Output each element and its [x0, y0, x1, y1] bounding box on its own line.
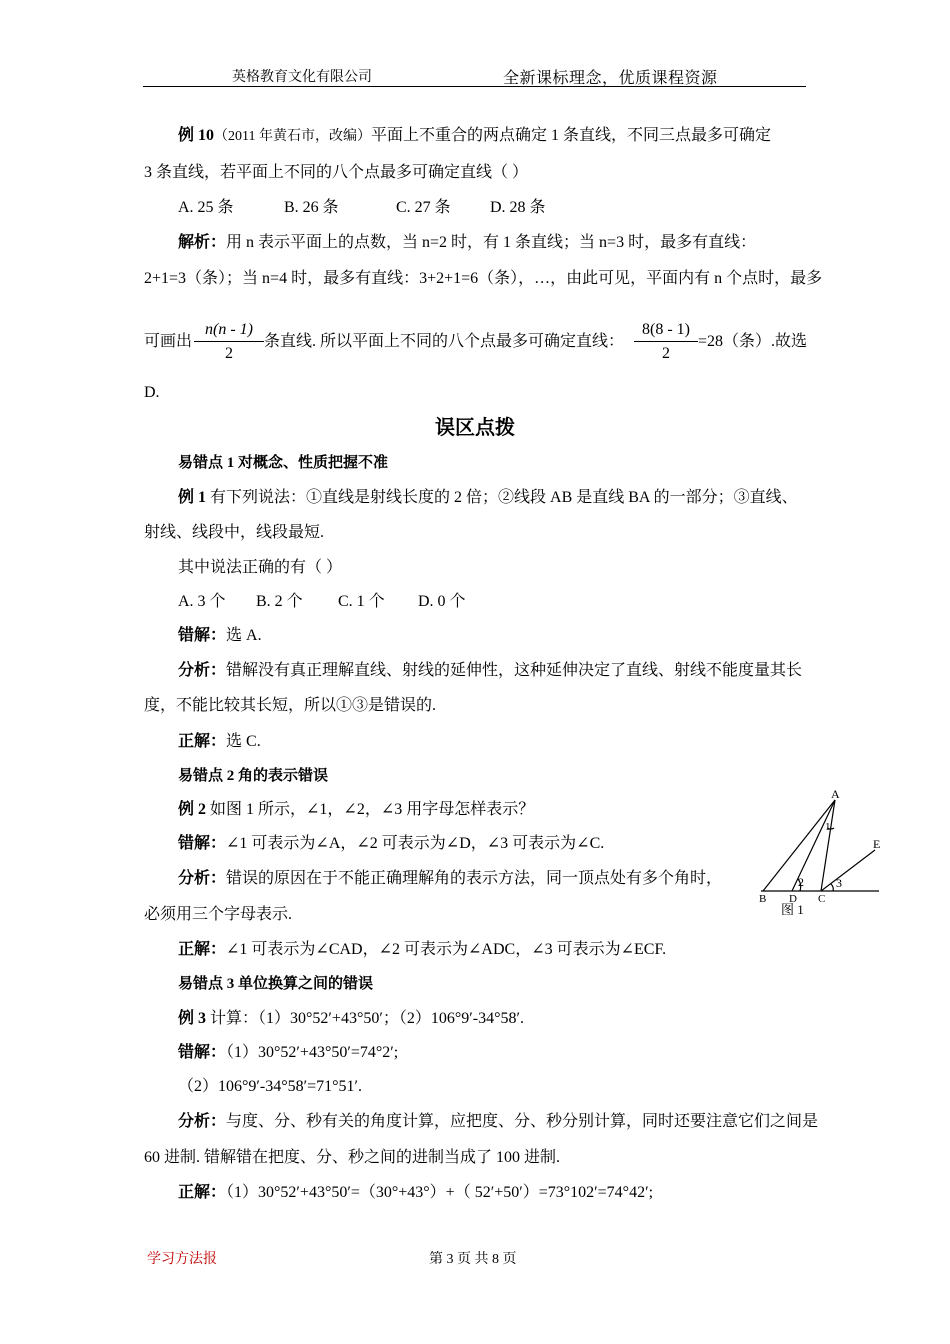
- error1-example-line1: [178, 488, 798, 508]
- label-d: D: [789, 893, 797, 905]
- error1-wrong: [178, 626, 262, 646]
- error2-heading-text: 易错点 2 角的表示错误: [178, 768, 329, 784]
- error1-heading-text: 易错点 1 对概念、性质把握不准: [178, 455, 389, 471]
- error2-example-label: 例 2: [178, 801, 207, 818]
- label-e: E: [873, 837, 881, 851]
- error3-heading: [178, 974, 373, 994]
- fraction1-bar: [194, 341, 264, 342]
- error1-correct-label: 正解：: [178, 733, 227, 750]
- error2-analysis-line2: 必须用三个字母表示.: [144, 906, 293, 923]
- error2-correct-label: 正解：: [178, 941, 227, 958]
- error3-wrong: [178, 1043, 398, 1063]
- fraction1-numerator: n(n - 1): [205, 321, 253, 338]
- line-ce: [821, 850, 875, 891]
- error2-example: [178, 800, 534, 820]
- label-b: B: [759, 893, 767, 905]
- error1-analysis-label: 分析：: [178, 662, 227, 679]
- example10-option-a: A. 25 条: [178, 199, 234, 216]
- error2-analysis-line1: [178, 869, 722, 889]
- error1-example-text1: 有下列说法：①直线是射线长度的 2 倍；②线段 AB 是直线 BA 的一部分；③直线、: [206, 489, 798, 506]
- error3-analysis-line2: 60 进制. 错解错在把度、分、秒之间的进制当成了 100 进制.: [144, 1149, 561, 1166]
- error1-analysis-text1: 错解没有真正理解直线、射线的延伸性，这种延伸决定了直线、射线不能度量其长: [226, 662, 803, 679]
- fraction2-denominator: 2: [662, 345, 670, 362]
- error3-analysis-label: 分析：: [178, 1113, 227, 1130]
- error3-example-text: 计算：（1）30°52′+43°50′；（2）106°9′-34°58′.: [206, 1010, 524, 1027]
- example10-label: 例 10: [178, 127, 215, 144]
- error1-analysis-line1: [178, 661, 802, 681]
- error1-example-label: 例 1: [178, 489, 207, 506]
- header-divider: [143, 86, 806, 87]
- error2-wrong-label: 错解：: [178, 835, 227, 852]
- error1-option-b: B. 2 个: [256, 593, 303, 610]
- figure-caption: 图 1: [781, 902, 804, 917]
- error2-example-text: 如图 1 所示，∠1，∠2，∠3 用字母怎样表示？: [206, 801, 535, 818]
- error3-analysis-line1: [178, 1112, 818, 1132]
- fraction2-numerator: 8(8 - 1): [642, 321, 690, 338]
- error3-heading-text: 易错点 3 单位换算之间的错误: [178, 976, 374, 992]
- example10-analysis-line3c: =28（条）.故选: [698, 333, 808, 350]
- example10-analysis-line4: D.: [144, 384, 160, 401]
- fraction2-bar: [634, 341, 698, 342]
- example10-line1: [178, 126, 771, 147]
- angle-label-2: 2: [798, 875, 804, 889]
- error3-correct: [178, 1183, 653, 1203]
- error2-wrong-text: ∠1 可表示为∠A，∠2 可表示为∠D，∠3 可表示为∠C.: [226, 835, 605, 852]
- example10-analysis-line3b: 条直线. 所以平面上不同的八个点最多可确定直线：: [264, 333, 625, 350]
- error1-example-line2: 射线、线段中，线段最短.: [144, 524, 325, 541]
- error1-example-line3: 其中说法正确的有（ ）: [178, 559, 343, 576]
- fraction-8-times-7-over-2: [634, 320, 698, 364]
- error1-correct-text: 选 C.: [226, 733, 261, 750]
- fraction1-denominator: 2: [225, 345, 233, 362]
- label-c: C: [818, 893, 826, 905]
- error3-example-label: 例 3: [178, 1010, 207, 1027]
- error3-wrong-line2: （2）106°9′-34°58′=71°51′.: [178, 1078, 363, 1095]
- error1-analysis-line2: 度，不能比较其长短，所以①③是错误的.: [144, 697, 437, 714]
- error1-option-c: C. 1 个: [338, 593, 385, 610]
- error2-heading: [178, 766, 328, 786]
- error1-option-d: D. 0 个: [418, 593, 466, 610]
- example10-option-d: D. 28 条: [490, 199, 546, 216]
- error2-wrong: [178, 834, 604, 854]
- header-company: 英格教育文化有限公司: [232, 70, 372, 85]
- error3-analysis-text1: 与度、分、秒有关的角度计算，应把度、分、秒分别计算，同时还要注意它们之间是: [226, 1113, 819, 1130]
- example10-text1: 平面上不重合的两点确定 1 条直线，不同三点最多可确定: [371, 127, 772, 144]
- figure-1-angles: [755, 784, 885, 919]
- error2-analysis-text1: 错误的原因在于不能正确理解角的表示方法，同一顶点处有多个角时，: [226, 870, 723, 887]
- angle-label-3: 3: [836, 876, 842, 890]
- example10-option-b: B. 26 条: [284, 199, 339, 216]
- error2-analysis-label: 分析：: [178, 870, 227, 887]
- error3-example: [178, 1009, 524, 1029]
- error1-wrong-label: 错解：: [178, 627, 227, 644]
- error3-correct-label: 正解：: [178, 1184, 227, 1201]
- header-slogan: 全新课标理念，优质课程资源: [503, 70, 718, 87]
- section-title: 误区点拨: [435, 417, 515, 439]
- example10-line2: 3 条直线，若平面上不同的八个点最多可确定直线（ ）: [144, 164, 529, 181]
- error1-option-a: A. 3 个: [178, 593, 226, 610]
- error3-wrong-label: 错解：: [178, 1044, 227, 1061]
- example10-analysis-line1: [178, 233, 756, 253]
- error3-correct-text: （1）30°52′+43°50′=（30°+43°）+（ 52′+50′）=73°102′=74°42′;: [226, 1184, 654, 1201]
- angle-label-1: 1: [825, 821, 831, 833]
- example10-analysis-text1: 用 n 表示平面上的点数，当 n=2 时，有 1 条直线；当 n=3 时，最多有直线：: [226, 234, 757, 251]
- error1-wrong-text: 选 A.: [226, 627, 262, 644]
- error1-correct: [178, 732, 261, 752]
- error2-correct: [178, 940, 666, 960]
- example10-option-c: C. 27 条: [396, 199, 451, 216]
- label-a: A: [831, 787, 840, 801]
- example10-analysis-line3a: 可画出: [144, 333, 193, 350]
- example10-source: （2011 年黄石市，改编）: [214, 129, 371, 144]
- angle-arc-3: [831, 884, 833, 891]
- footer-page-number: 第 3 页 共 8 页: [429, 1252, 517, 1267]
- fraction-n-n-minus-1-over-2: [194, 320, 264, 364]
- error2-correct-text: ∠1 可表示为∠CAD，∠2 可表示为∠ADC，∠3 可表示为∠ECF.: [226, 941, 667, 958]
- example10-analysis-label: 解析：: [178, 234, 227, 251]
- example10-analysis-line2: 2+1=3（条）；当 n=4 时，最多有直线：3+2+1=6（条），…，由此可见，平面内有 n 个点时，最多: [144, 270, 823, 287]
- error3-wrong-text1: （1）30°52′+43°50′=74°2′;: [226, 1044, 399, 1061]
- error1-heading: [178, 453, 388, 473]
- footer-publication: 学习方法报: [147, 1252, 217, 1267]
